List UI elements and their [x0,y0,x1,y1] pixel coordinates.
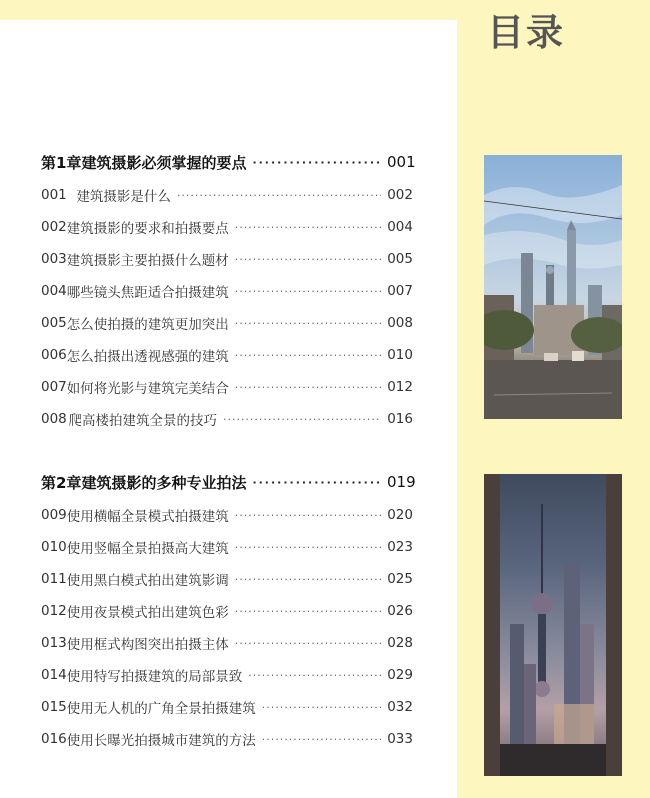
leader-dots [177,189,381,202]
entry-page: 008 [387,315,413,331]
entry-page: 033 [387,731,413,747]
entry-number: 004 [41,283,67,299]
toc-entry[interactable] [41,659,413,691]
entry-page: 026 [387,603,413,619]
toc-entry[interactable] [41,595,413,627]
chapter-heading[interactable] [41,145,416,179]
entry-title: 使用夜景模式拍出建筑色彩 [66,605,229,621]
entry-page: 002 [387,187,413,203]
entry-number: 014 [41,667,67,683]
entry-number: 007 [41,379,67,395]
toc-chapter-1 [41,145,416,435]
entry-title: 使用竖幅全景拍摄高大建筑 [66,541,229,557]
leader-dots [262,733,381,746]
entry-number: 010 [41,539,67,555]
toc-entry[interactable] [41,275,413,307]
chapter-number: 第2章 [41,473,82,492]
leader-dots [235,221,381,234]
entry-page: 004 [387,219,413,235]
entry-page: 005 [387,251,413,267]
toc-chapter-2 [41,465,416,755]
entry-page: 007 [387,283,413,299]
entry-title: 怎么拍摄出透视感强的建筑 [66,349,229,365]
leader-dots [235,573,381,586]
entry-page: 010 [387,347,413,363]
leader-dots [235,541,381,554]
skyline-day-illustration [484,155,622,419]
entry-title: 使用特写拍摄建筑的局部景致 [66,669,243,685]
leader-dots [235,317,381,330]
leader-dots [252,476,381,489]
entry-page: 032 [387,699,413,715]
entry-title: 使用横幅全景模式拍摄建筑 [66,509,229,525]
toc-entry[interactable] [41,339,413,371]
entry-page: 012 [387,379,413,395]
chapter-heading[interactable] [41,465,416,499]
entry-number: 015 [41,699,67,715]
leader-dots [235,285,381,298]
entry-number: 005 [41,315,67,331]
city-dusk-photo [484,474,622,776]
entry-page: 023 [387,539,413,555]
entry-number: 006 [41,347,67,363]
entry-number: 013 [41,635,67,651]
entry-number: 002 [41,219,67,235]
toc-entry[interactable] [41,563,413,595]
entry-title: 爬高楼拍建筑全景的技巧 [68,413,217,429]
toc-entry[interactable] [41,307,413,339]
entry-number: 016 [41,731,67,747]
toc-entry[interactable] [41,499,413,531]
entry-page: 028 [387,635,413,651]
entry-page: 029 [387,667,413,683]
chapter-title: 建筑摄影的多种专业拍法 [81,473,247,492]
entry-title: 建筑摄影主要拍摄什么题材 [66,253,229,269]
entry-title: 使用长曝光拍摄城市建筑的方法 [66,733,256,749]
entry-page: 025 [387,571,413,587]
page-title: 目录 [487,11,565,54]
toc-entry[interactable] [41,403,413,435]
leader-dots [235,381,381,394]
city-street-photo [484,155,622,419]
leader-dots [262,701,381,714]
entry-number: 008 [41,411,67,427]
leader-dots [252,156,381,169]
toc-entry[interactable] [41,371,413,403]
entry-title: 使用无人机的广角全景拍摄建筑 [66,701,256,717]
skyline-dusk-illustration [484,474,622,776]
entry-number: 012 [41,603,67,619]
entry-title: 使用框式构图突出拍摄主体 [66,637,229,653]
chapter-number: 第1章 [41,153,82,172]
entry-number: 009 [41,507,67,523]
leader-dots [223,413,381,426]
chapter-page: 019 [387,473,416,491]
toc-entry[interactable] [41,243,413,275]
leader-dots [235,253,381,266]
toc-entry[interactable] [41,211,413,243]
leader-dots [235,509,381,522]
entry-title: 建筑摄影的要求和拍摄要点 [66,221,229,237]
leader-dots [248,669,381,682]
entry-page: 020 [387,507,413,523]
entry-title: 怎么使拍摄的建筑更加突出 [66,317,229,333]
toc-entry[interactable] [41,627,413,659]
entry-title: 使用黑白模式拍出建筑影调 [66,573,229,589]
entry-title: 哪些镜头焦距适合拍摄建筑 [66,285,229,301]
toc-entry[interactable] [41,531,413,563]
toc-entry[interactable] [41,723,413,755]
toc-entry[interactable] [41,691,413,723]
entry-number: 001 [41,187,67,203]
leader-dots [235,605,381,618]
leader-dots [235,349,381,362]
toc-entry[interactable] [41,179,413,211]
entry-number: 003 [41,251,67,267]
entry-title: 如何将光影与建筑完美结合 [66,381,229,397]
entry-page: 016 [387,411,413,427]
leader-dots [235,637,381,650]
entry-title: 建筑摄影是什么 [76,189,171,205]
chapter-page: 001 [387,153,416,171]
entry-number: 011 [41,571,67,587]
chapter-title: 建筑摄影必须掌握的要点 [81,153,247,172]
